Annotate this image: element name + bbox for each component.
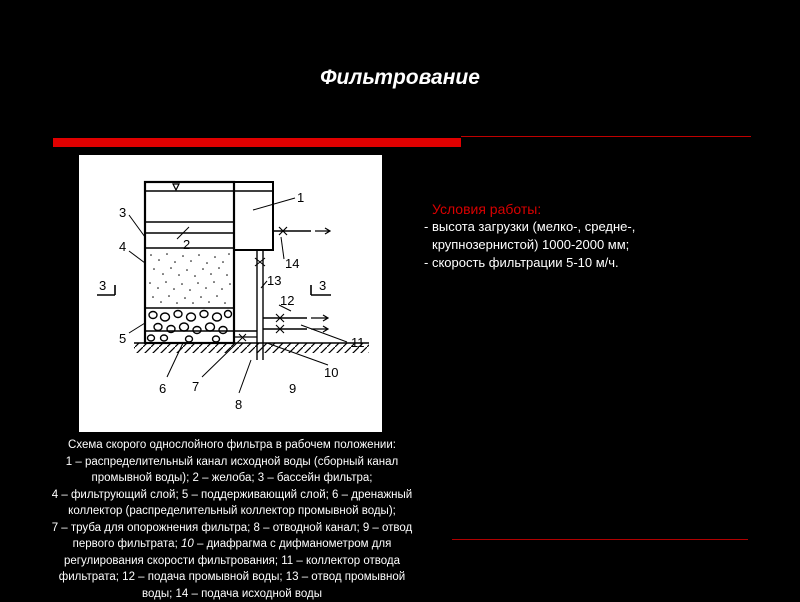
slide-title: Фильтрование [0,66,800,90]
flow-arrow-icon [311,315,328,321]
diagram-label-8: 8 [235,397,242,412]
diagram-label-14: 14 [285,256,299,271]
bottom-rule [452,539,748,540]
ground-hatching [134,343,369,353]
caption-italic-number: 10 [181,538,194,550]
diagram-caption [8,437,456,602]
filter-diagram-svg [79,155,382,432]
distribution-channel [234,182,273,250]
filter-diagram [79,155,382,432]
caption-line: 4 – фильтрующий слой; 5 – поддерживающий слой; 6 – дренажный [8,487,456,504]
caption-text: – диафрагма с дифманометром для [194,538,392,550]
diagram-label-5: 5 [119,331,126,346]
diagram-label-4: 4 [119,239,126,254]
condition-filtration-speed: - скорость фильтрации 5-10 м/ч. [424,254,784,272]
operating-conditions [424,200,784,272]
caption-line: регулирования скорости фильтрования; 11 – коллектор отвода [8,553,456,570]
diagram-label-13: 13 [267,273,281,288]
section-label-right: 3 [319,278,326,293]
diagram-label-2: 2 [183,237,190,252]
caption-line: промывной воды); 2 – желоба; 3 – бассейн фильтра; [8,470,456,487]
caption-line: 1 – распределительный канал исходной воды (сборный канал [8,454,456,471]
section-label-left: 3 [99,278,106,293]
water-level-marker-icon [173,184,179,190]
condition-load-height: - высота загрузки (мелко-, средне-, [424,218,784,236]
filter-layer-sand [149,253,231,304]
diagram-label-10: 10 [324,365,338,380]
diagram-label-6: 6 [159,381,166,396]
condition-load-height-cont: крупнозернистой) 1000-2000 мм; [424,236,784,254]
caption-line: фильтрата; 12 – подача промывной воды; 13 – отвод промывной [8,569,456,586]
support-layer-gravel [148,311,232,343]
caption-line: 7 – труба для опорожнения фильтра; 8 – отводной канал; 9 – отвод [8,520,456,537]
diagram-label-7: 7 [192,379,199,394]
caption-line: коллектор (распределительный коллектор промывной воды); [8,503,456,520]
conditions-heading: Условия работы: [424,200,784,218]
diagram-label-11: 11 [351,335,365,350]
diagram-label-1: 1 [297,190,304,205]
caption-line [8,536,456,553]
caption-line: Схема скорого однослойного фильтра в рабочем положении: [8,437,456,454]
flow-arrow-icon [315,228,330,234]
title-underline-thin [461,136,751,137]
caption-line: воды; 14 – подача исходной воды [8,586,456,602]
title-underline-thick [53,138,461,147]
diagram-label-9: 9 [289,381,296,396]
flow-arrow-icon [311,326,328,332]
caption-text: первого фильтрата; [73,538,181,550]
diagram-label-12: 12 [280,293,294,308]
diagram-label-3: 3 [119,205,126,220]
